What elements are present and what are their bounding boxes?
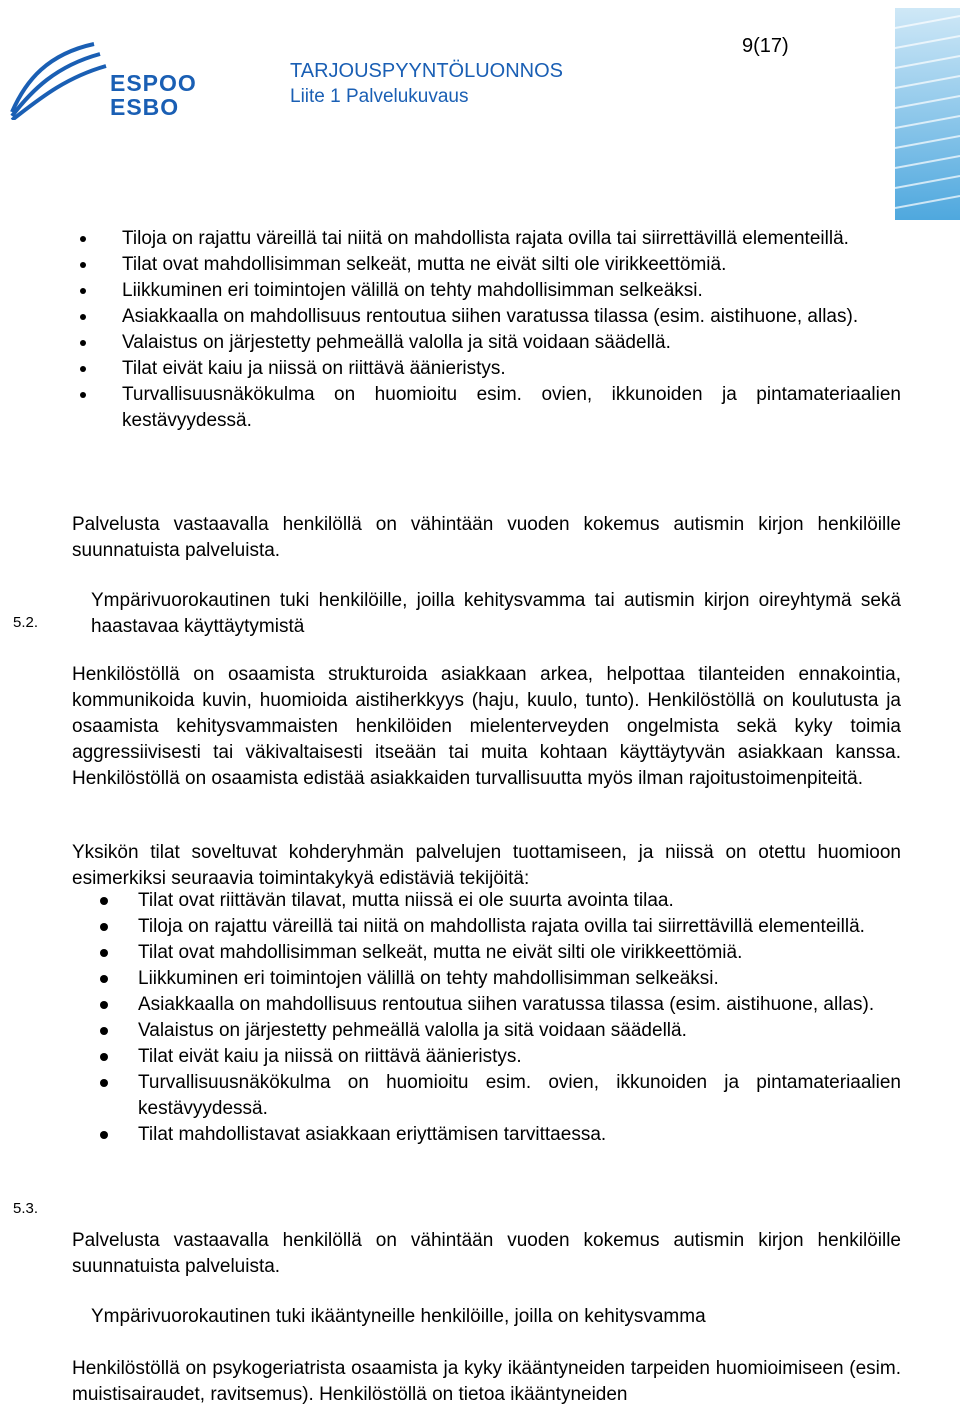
list-item: Tilat mahdollistavat asiakkaan eriyttämisen tarvittaessa. xyxy=(100,1122,901,1148)
espoo-wave-icon xyxy=(8,40,108,120)
header-decoration xyxy=(895,8,960,220)
paragraph-elderly-competence: Henkilöstöllä on psykogeriatrista osaamista ja kyky ikääntyneiden tarpeiden huomioimiseen (esim. muistisairaudet, ravitsemus). Henkilöstöllä on tietoa ikääntyneiden xyxy=(72,1358,901,1405)
list-item: Liikkuminen eri toimintojen välillä on tehty mahdollisimman selkeäksi. xyxy=(100,966,901,992)
list-item: Asiakkaalla on mahdollisuus rentoutua siihen varatussa tilassa (esim. aistihuone, allas). xyxy=(80,304,901,330)
espoo-logo xyxy=(8,40,197,120)
list-item: Tilat ovat riittävän tilavat, mutta niissä ei ole suurta avointa tilaa. xyxy=(100,888,901,914)
document-title: TARJOUSPYYNTÖLUONNOS xyxy=(290,60,563,82)
document-subtitle: Liite 1 Palvelukuvaus xyxy=(290,86,469,107)
list-item: Tilat ovat mahdollisimman selkeät, mutta ne eivät silti ole virikkeettömiä. xyxy=(80,252,901,278)
bullet-list-top xyxy=(80,226,901,434)
bullet-list-facilities xyxy=(100,888,901,1148)
section-number-5-2: 5.2. xyxy=(13,614,39,631)
list-item: Valaistus on järjestetty pehmeällä valolla ja sitä voidaan säädellä. xyxy=(100,1018,901,1044)
list-item: Tilat ovat mahdollisimman selkeät, mutta ne eivät silti ole virikkeettömiä. xyxy=(100,940,901,966)
page-number: 9(17) xyxy=(742,35,789,57)
paragraph-staff-experience: Palvelusta vastaavalla henkilöllä on vähintään vuoden kokemus autismin kirjon henkilöille suunnatuista palveluista. xyxy=(72,514,901,561)
list-item: Tilat eivät kaiu ja niissä on riittävä äänieristys. xyxy=(100,1044,901,1070)
section-heading-5-3: Ympärivuorokautinen tuki ikääntyneille henkilöille, joilla on kehitysvamma xyxy=(91,1306,706,1327)
list-item: Valaistus on järjestetty pehmeällä valolla ja sitä voidaan säädellä. xyxy=(80,330,901,356)
list-item: Asiakkaalla on mahdollisuus rentoutua siihen varatussa tilassa (esim. aistihuone, allas). xyxy=(100,992,901,1018)
list-item: Tiloja on rajattu väreillä tai niitä on mahdollista rajata ovilla tai siirrettävillä elementeillä. xyxy=(100,914,901,940)
logo-text-espoo: ESPOO xyxy=(110,70,197,96)
list-item: Turvallisuusnäkökulma on huomioitu esim. ovien, ikkunoiden ja pintamateriaalien kestävyydessä. xyxy=(80,382,901,434)
list-item: Tilat eivät kaiu ja niissä on riittävä äänieristys. xyxy=(80,356,901,382)
paragraph-facilities: Yksikön tilat soveltuvat kohderyhmän palvelujen tuottamiseen, ja niissä on otettu huomioon esimerkiksi seuraavia toimintakykyä edistäviä tekijöitä: xyxy=(72,842,901,889)
logo-text-esbo: ESBO xyxy=(110,94,180,120)
paragraph-staff-experience-2: Palvelusta vastaavalla henkilöllä on vähintään vuoden kokemus autismin kirjon henkilöille suunnatuista palveluista. xyxy=(72,1230,901,1277)
section-number-5-3: 5.3. xyxy=(13,1200,39,1217)
paragraph-staff-competence: Henkilöstöllä on osaamista strukturoida asiakkaan arkea, helpottaa tilanteiden ennakointia, kommunikoida kuvin, huomioida aistiherkkyys (haju, kuulo, tunto). Henkilöstöllä on koulutusta ja osaamista kehitysvammaisten henkilöiden mielenterveyden ongelmista sekä kyky toimia aggressiivisesti tai väkivaltaisesti itseään tai muita kohtaan käyttäytyvän asiakkaan kanssa. Henkilöstöllä on osaamista edistää asiakkaiden turvallisuutta myös ilman rajoitustoimenpiteitä. xyxy=(72,664,901,789)
section-heading-5-2: Ympärivuorokautinen tuki henkilöille, joilla kehitysvamma tai autismin kirjon oireyhtymä sekä haastavaa käyttäytymistä xyxy=(91,590,901,637)
list-item: Liikkuminen eri toimintojen välillä on tehty mahdollisimman selkeäksi. xyxy=(80,278,901,304)
list-item: Tiloja on rajattu väreillä tai niitä on mahdollista rajata ovilla tai siirrettävillä elementeillä. xyxy=(80,226,901,252)
list-item: Turvallisuusnäkökulma on huomioitu esim. ovien, ikkunoiden ja pintamateriaalien kestävyydessä. xyxy=(100,1070,901,1122)
